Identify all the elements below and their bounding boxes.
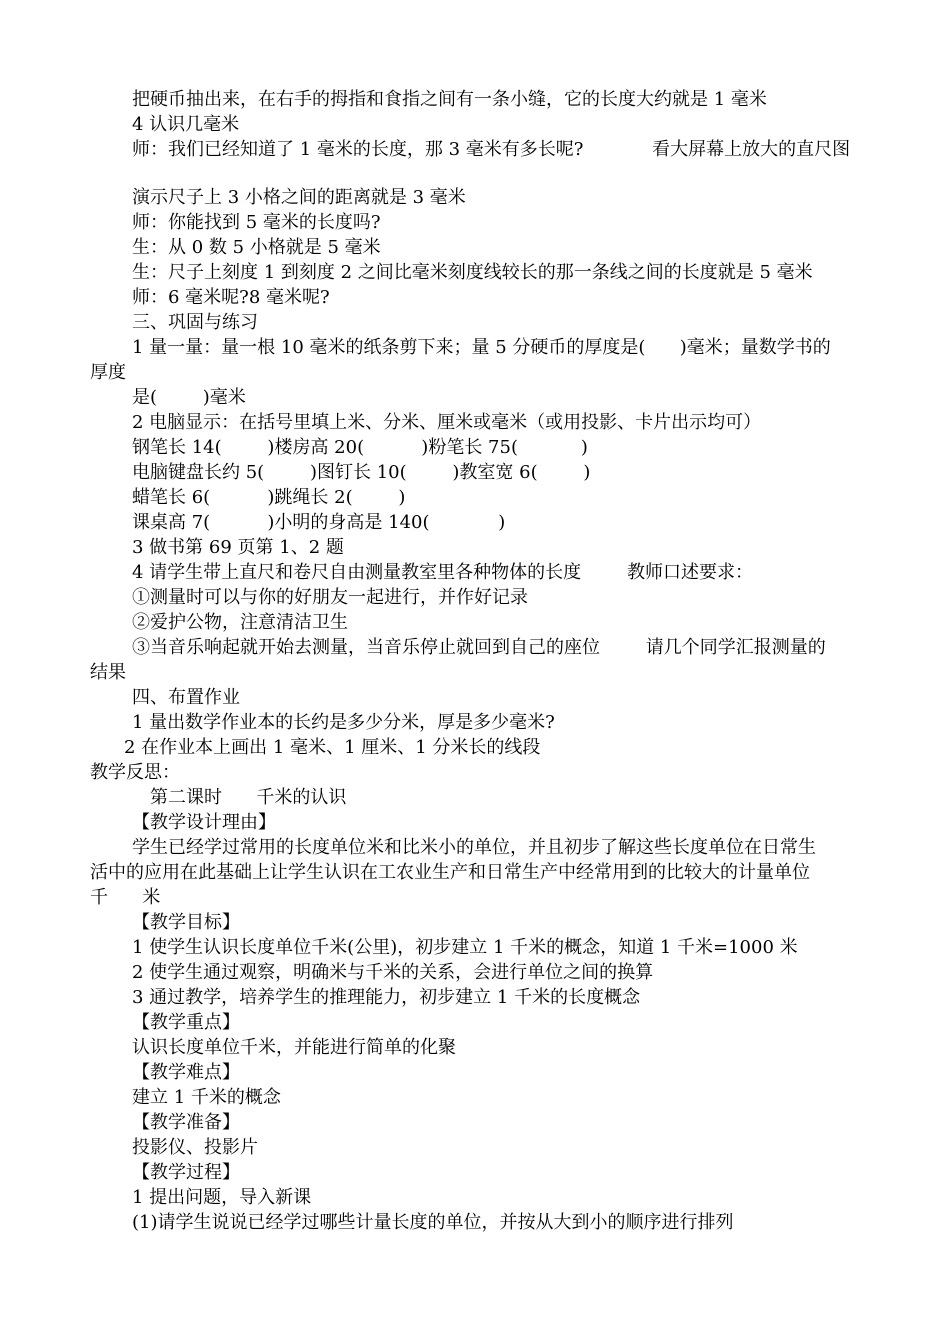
text-line: 3 做书第 69 页第 1、2 题 xyxy=(132,537,344,558)
text-line: ③当音乐响起就开始去测量，当音乐停止就回到自己的座位 请几个同学汇报测量的 xyxy=(132,637,826,658)
text-line: 演示尺子上 3 小格之间的距离就是 3 毫米 xyxy=(132,187,466,208)
reflection-label: 教学反思： xyxy=(90,762,180,783)
text-line: 学生已经学过常用的长度单位米和比米小的单位，并且初步了解这些长度单位在日常生 xyxy=(132,837,816,858)
text-line: 师：6 毫米呢?8 毫米呢? xyxy=(132,287,330,308)
text-line: 2 电脑显示：在括号里填上米、分米、厘米或毫米（或用投影、卡片出示均可） xyxy=(132,412,762,433)
bracket-heading: 【教学设计理由】 xyxy=(132,812,276,833)
lesson-title: 第二课时 千米的认识 xyxy=(150,787,347,808)
text-line: 是( )毫米 xyxy=(132,387,246,408)
text-line: 电脑键盘长约 5( )图钉长 10( )教室宽 6( ) xyxy=(132,462,591,483)
bracket-heading: 【教学重点】 xyxy=(132,1012,240,1033)
text-line: 1 提出问题，导入新课 xyxy=(132,1187,312,1208)
bracket-heading: 【教学目标】 xyxy=(132,912,240,933)
section-heading: 三、巩固与练习 xyxy=(132,312,258,333)
text-line: (1)请学生说说已经学过哪些计量长度的单位，并按从大到小的顺序进行排列 xyxy=(132,1212,734,1233)
text-line: 2 在作业本上画出 1 毫米、1 厘米、1 分米长的线段 xyxy=(124,737,541,758)
text-line: 活中的应用在此基础上让学生认识在工农业生产和日常生产中经常用到的比较大的计量单位 xyxy=(90,862,810,883)
text-line: 生：从 0 数 5 小格就是 5 毫米 xyxy=(132,237,381,258)
bracket-heading: 【教学难点】 xyxy=(132,1062,240,1083)
text-line: 师：你能找到 5 毫米的长度吗? xyxy=(132,212,381,233)
text-line: ①测量时可以与你的好朋友一起进行，并作好记录 xyxy=(132,587,528,608)
text-line: 师：我们已经知道了 1 毫米的长度，那 3 毫米有多长呢? 看大屏幕上放大的直尺图 xyxy=(132,139,851,160)
text-line: 课桌高 7( )小明的身高是 140( ) xyxy=(132,512,506,533)
text-line: 认识长度单位千米，并能进行简单的化聚 xyxy=(132,1037,456,1058)
text-line: 3 通过教学，培养学生的推理能力，初步建立 1 千米的长度概念 xyxy=(132,987,641,1008)
bracket-heading: 【教学准备】 xyxy=(132,1112,240,1133)
text-line: 1 量一量：量一根 10 毫米的纸条剪下来；量 5 分硬币的厚度是( )毫米；量数学书的 xyxy=(132,337,831,358)
bracket-heading: 【教学过程】 xyxy=(132,1162,240,1183)
text-line: 投影仪、投影片 xyxy=(132,1137,258,1158)
text-line: 1 量出数学作业本的长约是多少分米，厚是多少毫米? xyxy=(132,712,555,733)
text-line: 结果 xyxy=(90,662,126,683)
text-line: 建立 1 千米的概念 xyxy=(132,1087,281,1108)
text-line: ②爱护公物，注意清洁卫生 xyxy=(132,612,348,633)
text-line: 厚度 xyxy=(90,362,126,383)
text-line: 4 请学生带上直尺和卷尺自由测量教室里各种物体的长度 教师口述要求： xyxy=(132,562,753,583)
text-line: 钢笔长 14( )楼房高 20( )粉笔长 75( ) xyxy=(132,437,588,458)
text-line: 生：尺子上刻度 1 到刻度 2 之间比毫米刻度线较长的那一条线之间的长度就是 5 毫米 xyxy=(132,262,813,283)
text-line: 蜡笔长 6( )跳绳长 2( ) xyxy=(132,487,406,508)
text-line: 千 米 xyxy=(90,887,161,908)
text-line: 4 认识几毫米 xyxy=(132,114,240,135)
section-heading: 四、布置作业 xyxy=(132,687,240,708)
text-line: 把硬币抽出来，在右手的拇指和食指之间有一条小缝，它的长度大约就是 1 毫米 xyxy=(132,89,767,110)
text-line: 2 使学生通过观察，明确米与千米的关系，会进行单位之间的换算 xyxy=(132,962,654,983)
text-line: 1 使学生认识长度单位千米(公里)，初步建立 1 千米的概念，知道 1 千米=1000 米 xyxy=(132,937,798,958)
